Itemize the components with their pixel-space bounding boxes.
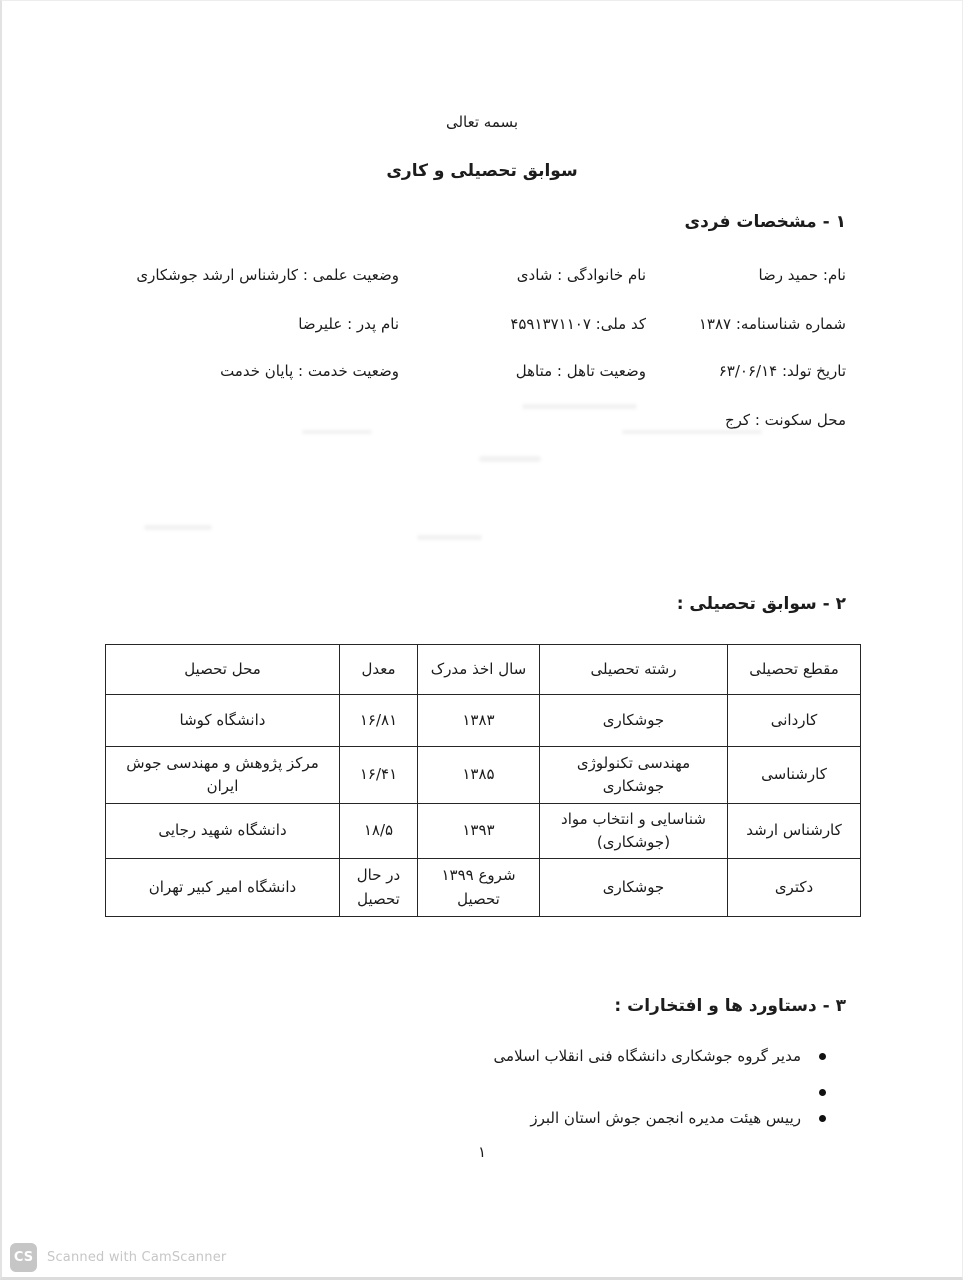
section-3-heading: ۳ - دستاورد ها و افتخارات : [614,996,846,1016]
field-military-service: وضعیت خدمت : پایان خدمت [220,362,399,380]
cell-field: مهندسی تکنولوژی جوشکاری [540,747,728,804]
scan-smudge [144,525,212,530]
cell-year: ۱۳۸۵ [418,747,540,804]
cell-gpa-line2: تحصیل [357,889,400,908]
cell-gpa: ۱۸/۵ [340,804,418,859]
scan-smudge [522,404,637,409]
achievement-text: رییس هیئت مدیره انجمن جوش استان البرز [530,1109,801,1127]
scan-smudge [417,535,482,540]
cell-field-line1: شناسایی و انتخاب مواد [561,809,706,828]
field-father-name: نام پدر : علیرضا [298,315,399,333]
cell-level: کاردانی [728,695,861,747]
table-header-row [106,645,861,695]
header-place: محل تحصیل [106,645,340,695]
cell-year: ۱۳۸۳ [418,695,540,747]
field-id-number: شماره شناسنامه: ۱۳۸۷ [698,315,846,333]
cell-gpa-line1: در حال [356,866,401,885]
field-marital-status: وضعیت تاهل : متاهل [515,362,646,380]
camscanner-badge-icon: CS [10,1243,37,1272]
achievement-item [530,1109,826,1127]
field-academic-status: وضعیت علمی : کارشناس ارشد جوشکاری [136,266,399,284]
cell-level: کارشناسی [728,747,861,804]
field-birth-date: تاریخ تولد: ۶۳/۰۶/۱۴ [718,362,846,380]
education-table [105,644,861,917]
section-1-heading: ۱ - مشخصات فردی [684,212,846,232]
cell-field-line2: (جوشکاری) [596,833,671,851]
field-family-name: نام خانوادگی : شادی [516,266,646,284]
cell-place: دانشگاه امیر کبیر تهران [106,859,340,917]
cell-level: کارشناس ارشد [728,804,861,859]
bismillah-text: بسمه تعالی [445,113,519,131]
cell-gpa: ۱۶/۴۱ [340,747,418,804]
cell-place: مرکز پژوهش و مهندسی جوش ایران [106,747,340,804]
scan-smudge [302,430,372,434]
achievement-item [494,1047,826,1065]
cell-field: جوشکاری [540,695,728,747]
cell-field [540,804,728,859]
document-title: سوابق تحصیلی و کاری [386,161,578,181]
header-year: سال اخذ مدرک [418,645,540,695]
cell-gpa: ۱۶/۸۱ [340,695,418,747]
table-row [106,804,861,859]
cell-field: جوشکاری [540,859,728,917]
page-number: ۱ [477,1143,487,1161]
table-row [106,859,861,917]
table-row [106,747,861,804]
cell-level: دکتری [728,859,861,917]
cell-gpa [340,859,418,917]
field-name: نام: حمید رضا [758,266,846,284]
field-residence: محل سکونت : کرج [724,411,846,429]
cell-year-line2: تحصیل [457,889,500,908]
header-level: مقطع تحصیلی [728,645,861,695]
section-2-heading: ۲ - سوابق تحصیلی : [676,594,846,614]
header-field: رشته تحصیلی [540,645,728,695]
field-national-code: کد ملی: ۴۵۹۱۳۷۱۱۰۷ [510,315,646,333]
cell-year [418,859,540,917]
header-gpa: معدل [340,645,418,695]
camscanner-text: Scanned with CamScanner [47,1250,227,1265]
bullet-icon [819,1053,826,1060]
cell-year: ۱۳۹۳ [418,804,540,859]
cell-year-line1: ۱۳۹۹ شروع [441,866,516,885]
cell-place: دانشگاه کوشا [106,695,340,747]
achievement-item [801,1083,826,1101]
scan-smudge [622,430,762,434]
achievement-text: مدیر گروه جوشکاری دانشگاه فنی انقلاب اسلامی [493,1047,801,1065]
table-row [106,695,861,747]
bullet-icon [819,1115,826,1122]
bullet-icon [819,1089,826,1096]
camscanner-watermark [10,1243,226,1272]
scan-smudge [479,456,541,462]
cell-place: دانشگاه شهید رجایی [106,804,340,859]
